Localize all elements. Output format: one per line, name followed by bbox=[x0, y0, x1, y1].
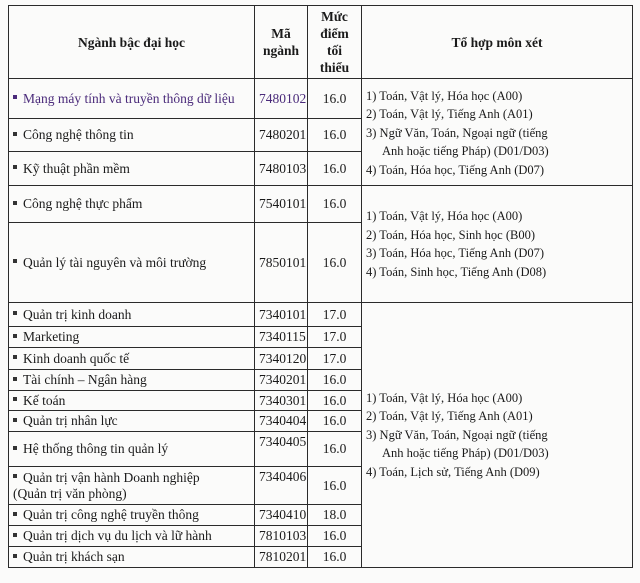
header-score bbox=[308, 6, 362, 79]
combo-cell-group1 bbox=[362, 79, 633, 186]
min-score: 16.0 bbox=[308, 467, 362, 505]
major-code: 7340405 bbox=[255, 432, 308, 467]
combo-line: 3) Ngữ Văn, Toán, Ngoại ngữ (tiếng bbox=[366, 427, 548, 442]
combo-line: Anh hoặc tiếng Pháp) (D01/D03) bbox=[382, 144, 549, 159]
major-name bbox=[9, 79, 255, 119]
major-name-text-line2: (Quản trị văn phòng) bbox=[13, 485, 127, 501]
major-code: 7810201 bbox=[255, 547, 308, 568]
min-score: 16.0 bbox=[308, 186, 362, 223]
min-score: 16.0 bbox=[308, 526, 362, 547]
min-score: 17.0 bbox=[308, 303, 362, 327]
major-name-text: Quản lý tài nguyên và môi trường bbox=[23, 254, 207, 270]
header-combo: Tổ hợp môn xét bbox=[362, 6, 633, 79]
bullet-icon bbox=[13, 533, 17, 537]
combo-line: 1) Toán, Vật lý, Hóa học (A00) bbox=[366, 88, 523, 103]
header-code-line2: ngành bbox=[262, 43, 300, 58]
min-score: 16.0 bbox=[308, 223, 362, 303]
combo-line: 4) Toán, Sinh học, Tiếng Anh (D08) bbox=[366, 264, 547, 279]
min-score: 16.0 bbox=[308, 411, 362, 432]
major-name-text: Quản trị công nghệ truyền thông bbox=[23, 507, 199, 522]
major-name bbox=[9, 526, 255, 547]
bullet-icon bbox=[13, 95, 17, 99]
major-name-text: Quản trị kinh doanh bbox=[23, 306, 132, 322]
min-score: 16.0 bbox=[308, 391, 362, 411]
major-code: 7480103 bbox=[255, 152, 308, 186]
combo-line: 2) Toán, Vật lý, Tiếng Anh (A01) bbox=[366, 409, 533, 424]
major-name-text: Quản trị nhân lực bbox=[23, 413, 118, 428]
min-score: 16.0 bbox=[308, 432, 362, 467]
major-name bbox=[9, 119, 255, 152]
min-score: 18.0 bbox=[308, 505, 362, 526]
combo-line: 4) Toán, Hóa học, Tiếng Anh (D07) bbox=[366, 162, 545, 177]
header-code-line1: Mã bbox=[271, 26, 291, 41]
bullet-icon bbox=[13, 474, 17, 478]
min-score: 17.0 bbox=[308, 348, 362, 370]
major-code: 7480102 bbox=[255, 79, 308, 119]
bullet-icon bbox=[13, 165, 17, 169]
major-name-text: Công nghệ thực phẩm bbox=[23, 196, 143, 211]
table-row bbox=[9, 303, 633, 327]
major-name bbox=[9, 327, 255, 348]
bullet-icon bbox=[13, 201, 17, 205]
combo-line: 1) Toán, Vật lý, Hóa học (A00) bbox=[366, 209, 523, 223]
bullet-icon bbox=[13, 259, 17, 263]
major-name bbox=[9, 348, 255, 370]
major-code: 7340120 bbox=[255, 348, 308, 370]
major-name-text: Kế toán bbox=[23, 392, 66, 408]
admissions-table bbox=[8, 5, 633, 568]
major-name-text: Quản trị vận hành Doanh nghiệp bbox=[23, 469, 200, 485]
header-score-line1: Mức bbox=[321, 9, 348, 24]
bullet-icon bbox=[13, 355, 17, 359]
major-code: 7340404 bbox=[255, 411, 308, 432]
major-code: 7480201 bbox=[255, 119, 308, 152]
bullet-icon bbox=[13, 446, 17, 450]
min-score: 16.0 bbox=[308, 370, 362, 391]
major-name-text: Marketing bbox=[23, 329, 80, 344]
major-name-text: Tài chính – Ngân hàng bbox=[23, 372, 147, 387]
major-code: 7340301 bbox=[255, 391, 308, 411]
major-name-text: Mạng máy tính và truyền thông dữ liệu bbox=[23, 90, 235, 106]
combo-line: 3) Toán, Hóa học, Tiếng Anh (D07) bbox=[366, 246, 545, 260]
bullet-icon bbox=[13, 554, 17, 558]
major-name-text: Kỹ thuật phần mềm bbox=[23, 160, 130, 176]
combo-cell-group3 bbox=[362, 303, 633, 568]
major-name-text: Hệ thống thông tin quản lý bbox=[23, 441, 169, 456]
min-score: 16.0 bbox=[308, 79, 362, 119]
header-score-line3: tối bbox=[327, 43, 342, 58]
header-score-line2: điểm bbox=[320, 26, 349, 41]
major-code: 7540101 bbox=[255, 186, 308, 223]
major-name-text: Quản trị khách sạn bbox=[23, 549, 125, 564]
min-score: 16.0 bbox=[308, 119, 362, 152]
bullet-icon bbox=[13, 377, 17, 381]
major-name bbox=[9, 411, 255, 432]
major-name bbox=[9, 505, 255, 526]
major-code: 7340201 bbox=[255, 370, 308, 391]
combo-line: Anh hoặc tiếng Pháp) (D01/D03) bbox=[382, 446, 549, 461]
header-code bbox=[255, 6, 308, 79]
combo-line: 3) Ngữ Văn, Toán, Ngoại ngữ (tiếng bbox=[366, 125, 548, 140]
combo-cell-group2 bbox=[362, 186, 633, 303]
major-code: 7850101 bbox=[255, 223, 308, 303]
combo-line: 4) Toán, Lịch sử, Tiếng Anh (D09) bbox=[366, 464, 540, 479]
major-name bbox=[9, 432, 255, 467]
major-name-text: Công nghệ thông tin bbox=[23, 127, 134, 142]
bullet-icon bbox=[13, 311, 17, 315]
combo-line: 1) Toán, Vật lý, Hóa học (A00) bbox=[366, 390, 523, 405]
major-name-text: Kinh doanh quốc tế bbox=[23, 350, 130, 366]
min-score: 16.0 bbox=[308, 152, 362, 186]
combo-line: 2) Toán, Hóa học, Sinh học (B00) bbox=[366, 227, 536, 242]
major-name bbox=[9, 186, 255, 223]
bullet-icon bbox=[13, 418, 17, 422]
bullet-icon bbox=[13, 397, 17, 401]
major-name bbox=[9, 370, 255, 391]
min-score: 17.0 bbox=[308, 327, 362, 348]
table-row bbox=[9, 79, 633, 119]
major-code: 7340406 bbox=[255, 467, 308, 505]
major-name bbox=[9, 223, 255, 303]
table-header-row bbox=[9, 6, 633, 79]
major-name bbox=[9, 467, 255, 505]
min-score: 16.0 bbox=[308, 547, 362, 568]
bullet-icon bbox=[13, 132, 17, 136]
major-name bbox=[9, 303, 255, 327]
table-row bbox=[9, 186, 633, 223]
major-code: 7810103 bbox=[255, 526, 308, 547]
bullet-icon bbox=[13, 334, 17, 338]
bullet-icon bbox=[13, 512, 17, 516]
major-name-text: Quản trị dịch vụ du lịch và lữ hành bbox=[23, 528, 212, 543]
header-major: Ngành bậc đại học bbox=[9, 6, 255, 79]
major-code: 7340410 bbox=[255, 505, 308, 526]
major-name bbox=[9, 391, 255, 411]
major-name bbox=[9, 152, 255, 186]
major-name bbox=[9, 547, 255, 568]
header-score-line4: thiểu bbox=[319, 60, 350, 75]
major-code: 7340101 bbox=[255, 303, 308, 327]
major-code: 7340115 bbox=[255, 327, 308, 348]
combo-line: 2) Toán, Vật lý, Tiếng Anh (A01) bbox=[366, 107, 533, 122]
